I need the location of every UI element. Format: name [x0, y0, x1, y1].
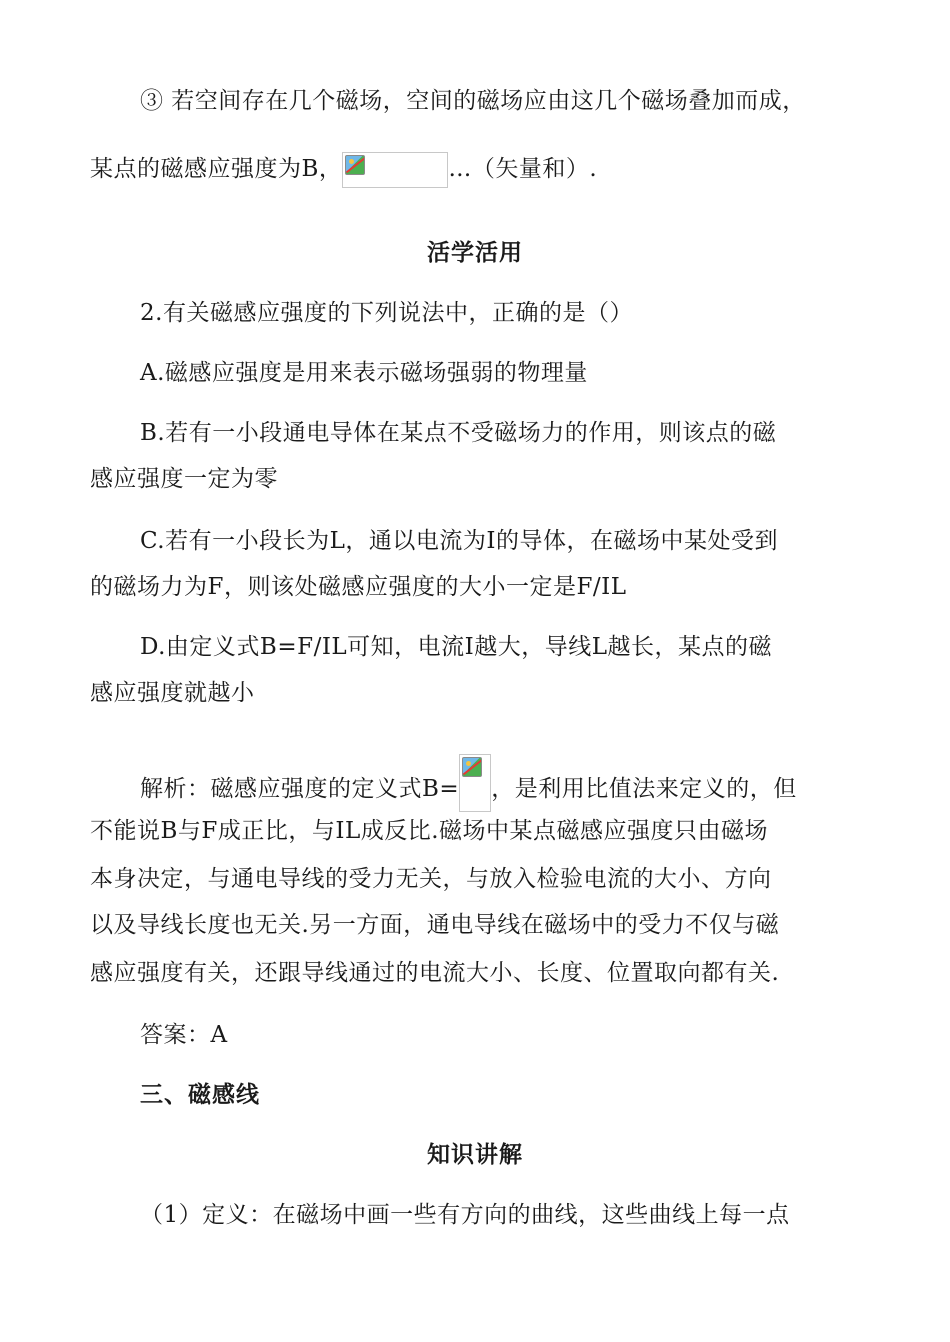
broken-image-icon — [342, 152, 448, 188]
answer: 答案：A — [140, 1022, 228, 1048]
section-heading-magnetic-field-lines: 三、磁感线 — [140, 1082, 260, 1108]
analysis-text-after: ，是利用比值法来定义的，但 — [491, 776, 797, 802]
option-c-line1: C.若有一小段长为L，通以电流为I的导体，在磁场中某处受到 — [140, 528, 778, 554]
option-b-line2: 感应强度一定为零 — [90, 466, 278, 492]
analysis-line3: 本身决定，与通电导线的受力无关，与放入检验电流的大小、方向 — [90, 866, 772, 892]
image-placeholder-icon — [462, 757, 482, 777]
option-a: A.磁感应强度是用来表示磁场强弱的物理量 — [140, 360, 588, 386]
paragraph-superposition-line2 — [90, 152, 870, 188]
option-b-line1: B.若有一小段通电导体在某点不受磁场力的作用，则该点的磁 — [140, 420, 777, 446]
heading-activity: 活学活用 — [427, 240, 523, 266]
option-c-line2: 的磁场力为F，则该处磁感应强度的大小一定是F/IL — [90, 574, 627, 600]
option-d-line2: 感应强度就越小 — [90, 680, 255, 706]
option-d-line1: D.由定义式B=F/IL可知，电流I越大，导线L越长，某点的磁 — [140, 634, 773, 660]
question-stem: 2.有关磁感应强度的下列说法中，正确的是（） — [140, 300, 633, 326]
image-placeholder-icon — [345, 155, 365, 175]
analysis-line4: 以及导线长度也无关.另一方面，通电导线在磁场中的受力不仅与磁 — [90, 912, 780, 938]
broken-image-icon — [459, 754, 491, 812]
superposition-text-before: 某点的磁感应强度为B， — [90, 156, 343, 182]
analysis-line1 — [140, 754, 870, 812]
heading-knowledge: 知识讲解 — [427, 1142, 523, 1168]
analysis-line5: 感应强度有关，还跟导线通过的电流大小、长度、位置取向都有关. — [90, 960, 780, 986]
paragraph-superposition-line1: ③ 若空间存在几个磁场，空间的磁场应由这几个磁场叠加而成， — [140, 88, 806, 114]
superposition-text-after: …（矢量和）. — [448, 156, 598, 182]
definition-line: （1）定义：在磁场中画一些有方向的曲线，这些曲线上每一点 — [140, 1202, 790, 1228]
analysis-text-before: 解析：磁感应强度的定义式B= — [140, 776, 460, 802]
analysis-line2: 不能说B与F成正比，与IL成反比.磁场中某点磁感应强度只由磁场 — [90, 818, 769, 844]
